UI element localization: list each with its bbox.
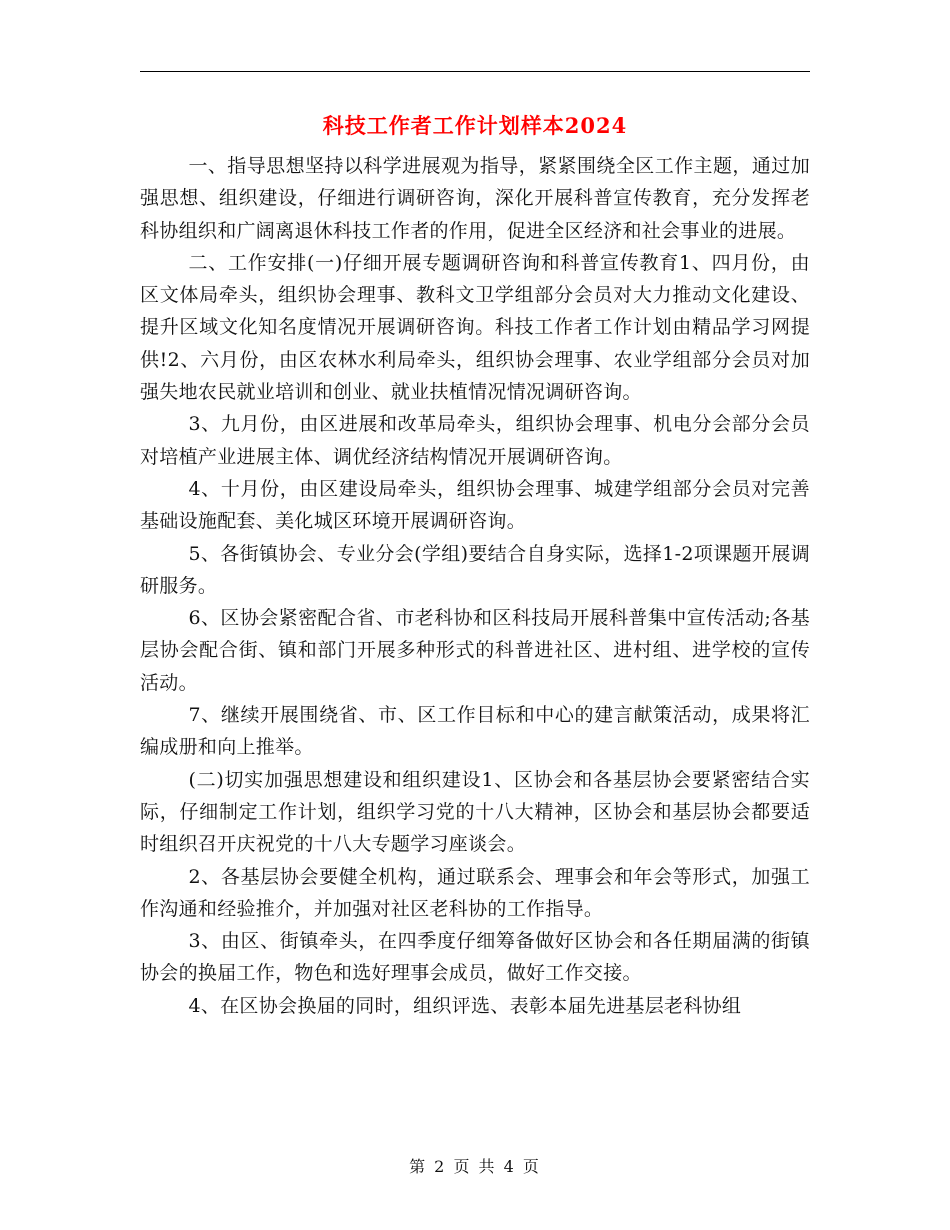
- document-title: 科技工作者工作计划样本2024: [322, 113, 628, 138]
- paragraph-item-7: 7、继续开展围绕省、市、区工作目标和中心的建言献策活动，成果将汇编成册和向上推举。: [140, 704, 810, 759]
- paragraph-item-6: 6、区协会紧密配合省、市老科协和区科技局开展科普集中宣传活动;各基层协会配合街、镇和部门开展多种形式的科普进社区、进村组、进学校的宣传活动。: [140, 607, 810, 694]
- paragraph-section-2-item-2: 2、各基层协会要健全机构，通过联系会、理事会和年会等形式，加强工作沟通和经验推介，并加强对社区老科协的工作指导。: [140, 865, 810, 920]
- header-rule: [140, 71, 810, 72]
- paragraph-item-5: 5、各街镇协会、专业分会(学组)要结合自身实际，选择1-2项课题开展调研服务。: [140, 542, 810, 597]
- paragraph-item-4: 4、十月份，由区建设局牵头，组织协会理事、城建学组部分会员对完善基础设施配套、美化城区环境开展调研咨询。: [140, 477, 810, 533]
- paragraph-work-arrangement: 二、工作安排(一)仔细开展专题调研咨询和科普宣传教育1、四月份，由区文体局牵头，组织协会理事、教科文卫学组部分会员对大力推动文化建设、提升区域文化知名度情况开展调研咨询。科技工作者工作计划由精品学习网提供!2、六月份，由区农林水利局牵头，组织协会理事、农业学组部分会员对加强失地农民就业培训和创业、就业扶植情况情况调研咨询。: [140, 251, 810, 404]
- document-body: [140, 150, 810, 1022]
- paragraph-guiding-ideology: 一、指导思想坚持以科学进展观为指导，紧紧围绕全区工作主题，通过加强思想、组织建设，仔细进行调研咨询，深化开展科普宣传教育，充分发挥老科协组织和广阔离退休科技工作者的作用，促进全区经济和社会事业的进展。: [140, 155, 810, 242]
- paragraph-section-2-item-4: 4、在区协会换届的同时，组织评选、表彰本届先进基层老科协组: [188, 994, 742, 1017]
- page-footer: 第 2 页 共 4 页: [409, 1157, 541, 1176]
- paragraph-section-2-item-3: 3、由区、街镇牵头，在四季度仔细筹备做好区协会和各任期届满的街镇协会的换届工作，物色和选好理事会成员，做好工作交接。: [140, 930, 810, 985]
- paragraph-item-3: 3、九月份，由区进展和改革局牵头，组织协会理事、机电分会部分会员对培植产业进展主体、调优经济结构情况开展调研咨询。: [140, 413, 810, 468]
- paragraph-section-2: (二)切实加强思想建设和组织建设1、区协会和各基层协会要紧密结合实际，仔细制定工作计划，组织学习党的十八大精神，区协会和基层协会都要适时组织召开庆祝党的十八大专题学习座谈会。: [140, 768, 810, 856]
